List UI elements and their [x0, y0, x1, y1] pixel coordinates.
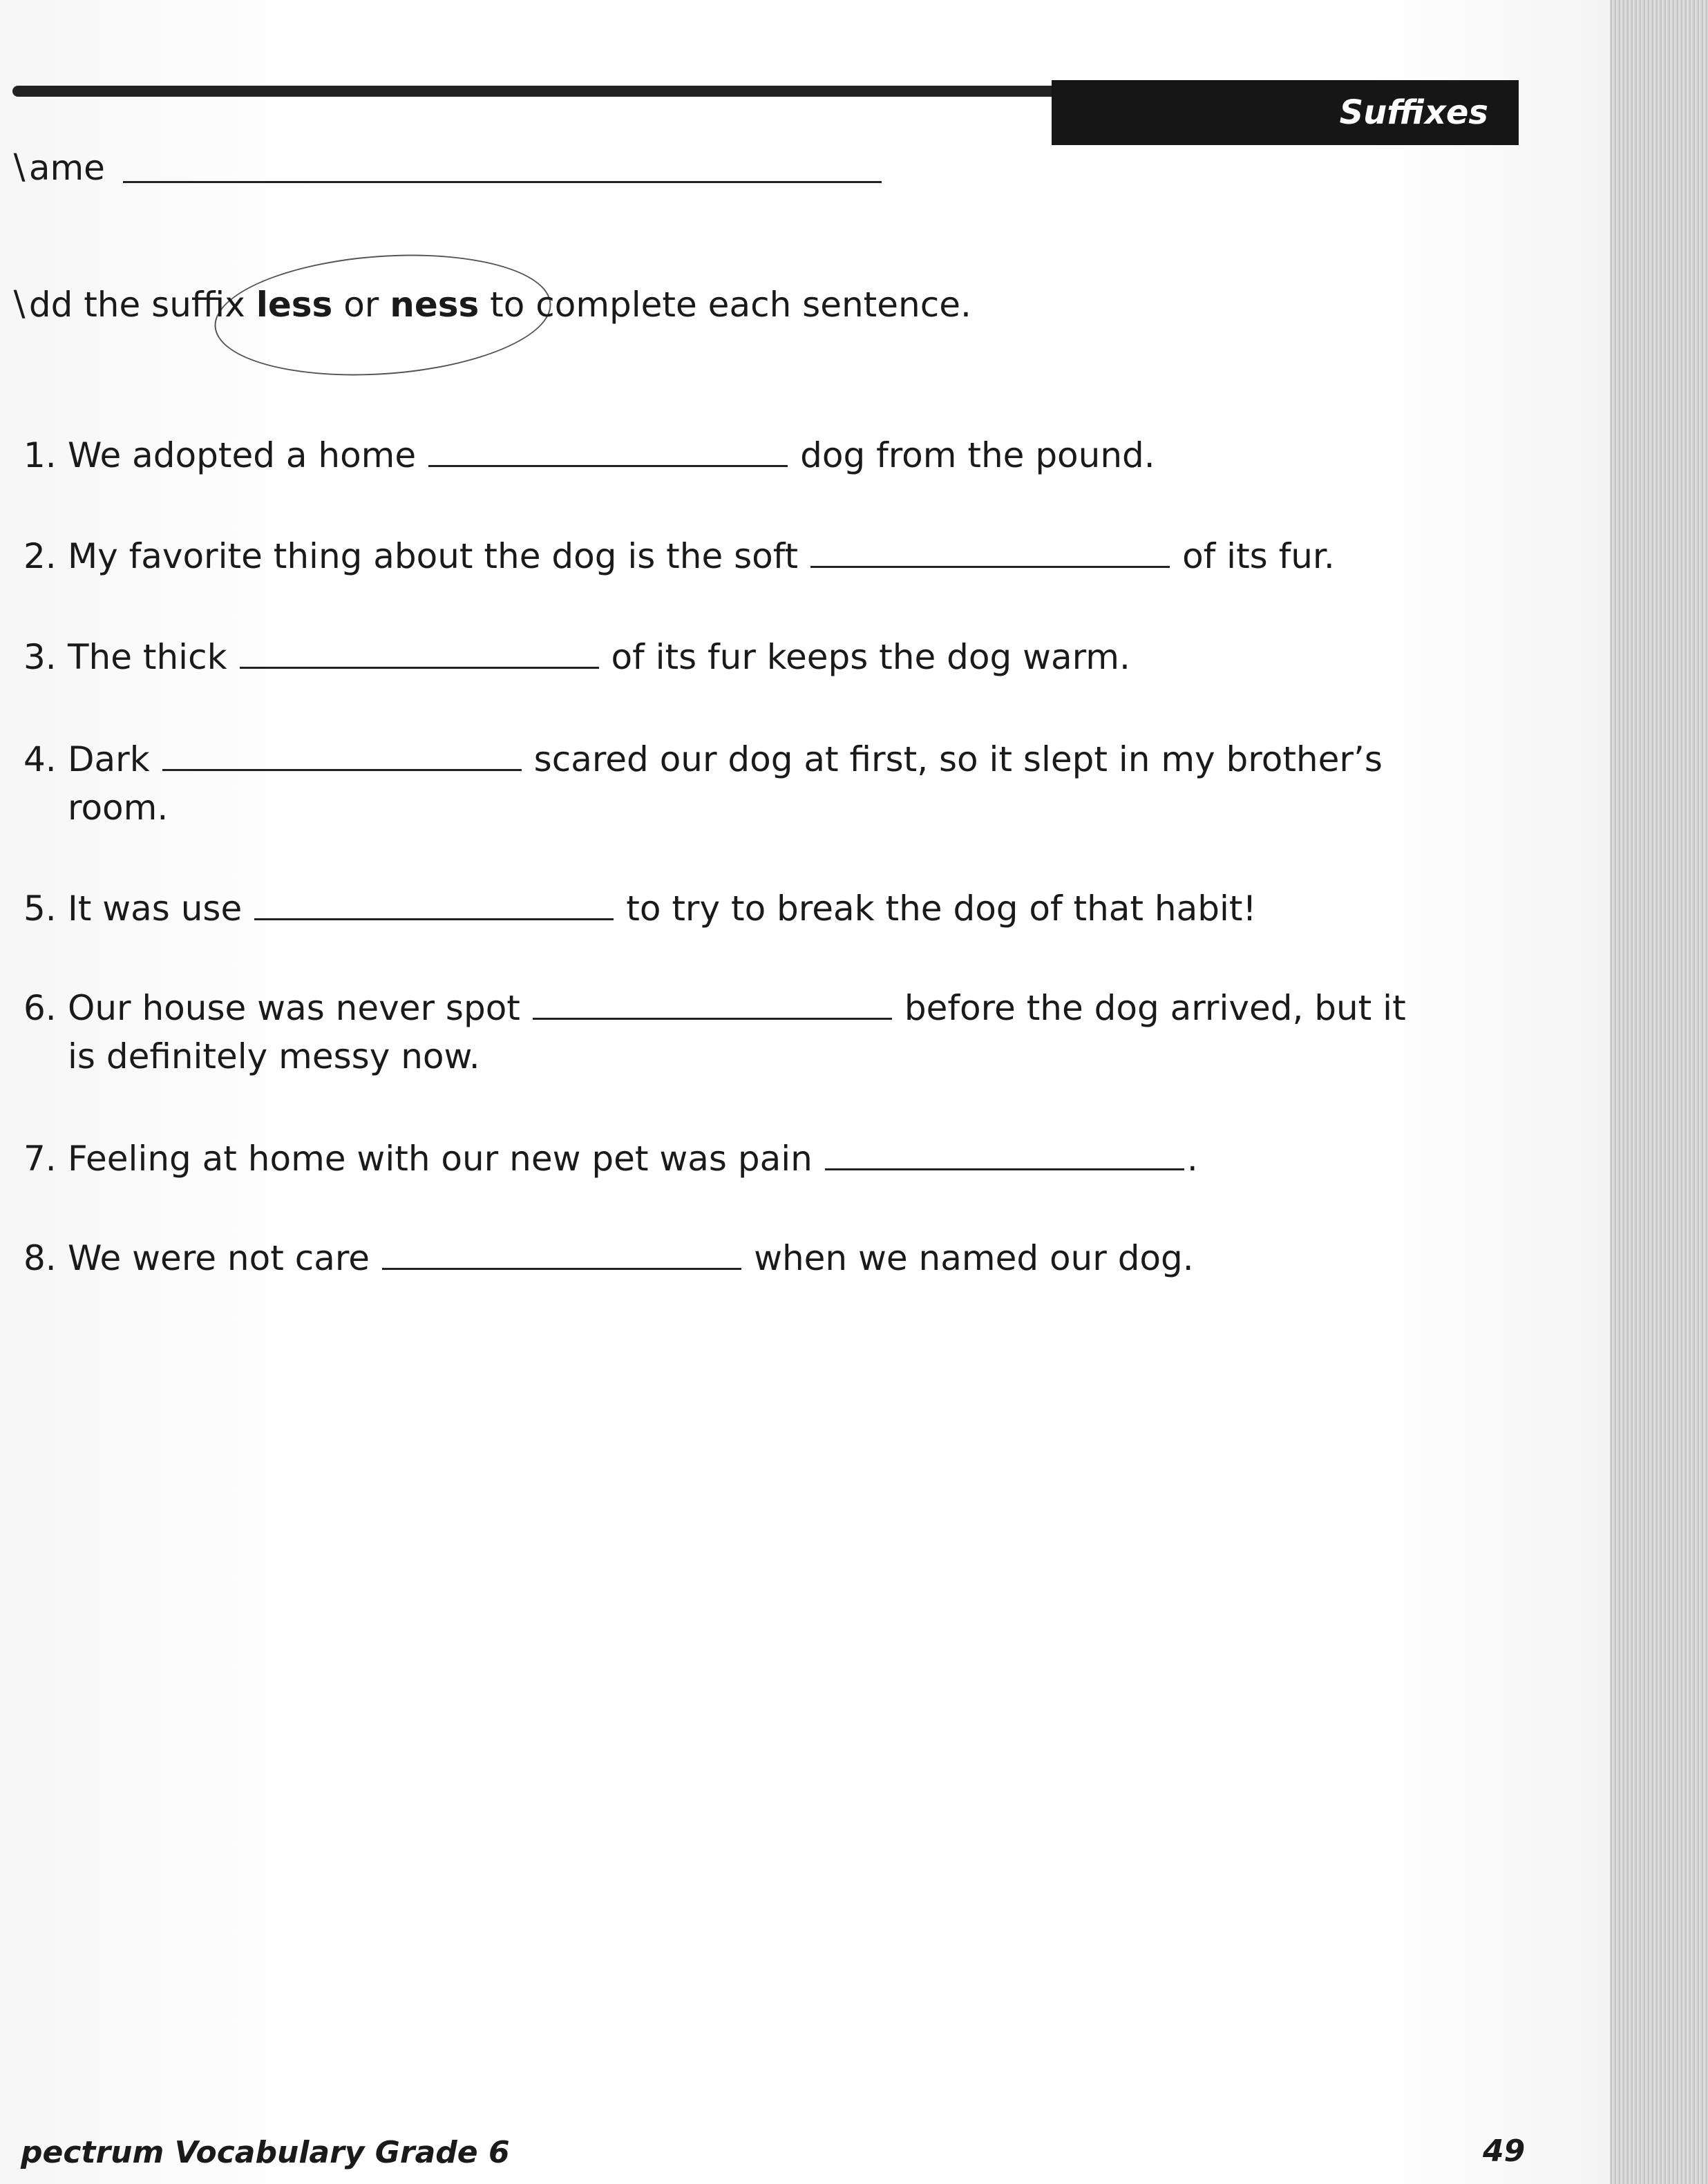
- question-4: 4. Dark scared our dog at first, so it slept in my brother’s room.: [23, 735, 1383, 832]
- question-7: 7. Feeling at home with our new pet was pain .: [23, 1134, 1198, 1183]
- answer-blank[interactable]: [254, 891, 614, 920]
- question-6: 6. Our house was never spot before the dog arrived, but it is definitely messy now.: [23, 984, 1406, 1081]
- instructions: ∖dd the suffix less or ness to complete each sentence.: [7, 285, 971, 325]
- footer-book-title: pectrum Vocabulary Grade 6: [21, 2135, 510, 2170]
- question-2: 2. My favorite thing about the dog is the soft of its fur.: [23, 532, 1335, 580]
- question-continuation: is definitely messy now.: [68, 1036, 480, 1076]
- question-number: 4.: [23, 739, 57, 779]
- question-number: 7.: [23, 1139, 57, 1179]
- name-label: ∖ame: [7, 148, 105, 188]
- question-continuation: room.: [68, 788, 169, 828]
- question-number: 3.: [23, 637, 57, 677]
- question-5: 5. It was use to try to break the dog of that habit!: [23, 884, 1257, 933]
- name-field[interactable]: [123, 181, 882, 183]
- answer-blank[interactable]: [428, 437, 788, 467]
- question-3: 3. The thick of its fur keeps the dog warm.: [23, 633, 1130, 681]
- page-number: 49: [1483, 2134, 1526, 2169]
- suffix-ness: ness: [390, 285, 480, 325]
- question-number: 2.: [23, 536, 57, 576]
- answer-blank[interactable]: [382, 1240, 741, 1270]
- section-header: [1052, 80, 1519, 145]
- book-page-edge: [1610, 0, 1708, 2184]
- question-number: 1.: [23, 435, 57, 475]
- question-1: 1. We adopted a home dog from the pound.: [23, 431, 1155, 479]
- suffix-less: less: [256, 285, 333, 325]
- answer-blank[interactable]: [825, 1141, 1184, 1170]
- header-rule: [12, 86, 1056, 97]
- answer-blank[interactable]: [533, 990, 892, 1020]
- question-number: 5.: [23, 889, 57, 929]
- section-title: Suffixes: [1339, 93, 1488, 132]
- answer-blank[interactable]: [162, 741, 522, 771]
- answer-blank[interactable]: [240, 639, 599, 669]
- question-number: 6.: [23, 988, 57, 1028]
- answer-blank[interactable]: [810, 538, 1170, 568]
- question-number: 8.: [23, 1238, 57, 1278]
- question-8: 8. We were not care when we named our dog.: [23, 1234, 1194, 1282]
